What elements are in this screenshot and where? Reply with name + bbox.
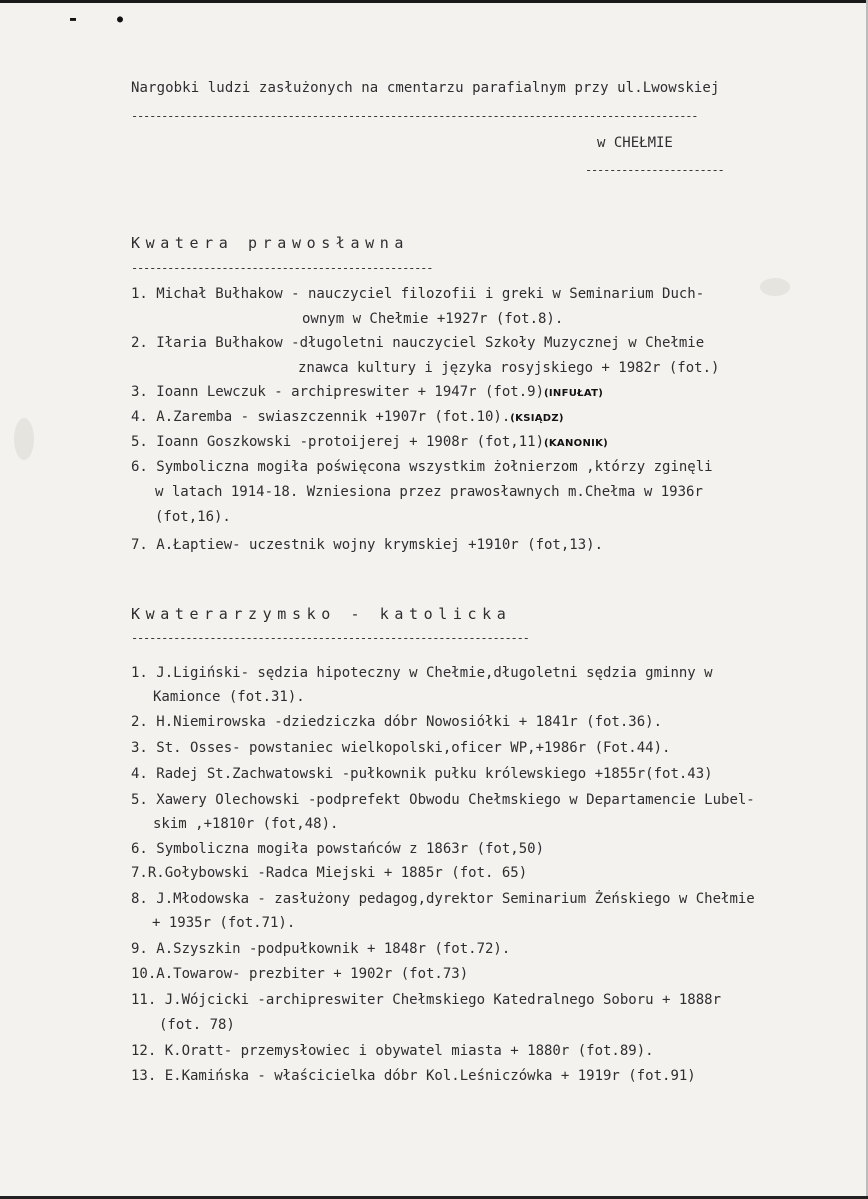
list-item [131,384,603,400]
list-item [131,409,564,425]
punch-mark: ● [117,14,124,25]
list-item-continuation: ownym w Chełmie +1927r (fot.8). [302,311,564,327]
list-item-text: 3. Ioann Lewczuk - archipreswiter + 1947r (fot.9) [131,384,545,400]
list-item [131,434,608,450]
paper-stain [760,278,790,296]
punch-mark: ▬ [70,14,77,25]
paper-stain [14,418,34,460]
list-item-text: 5. Ioann Goszkowski -protoijerej + 1908r (fot,11) [131,434,545,450]
list-item: 7. A.Łaptiew- uczestnik wojny krymskiej +1910r (fot,13). [131,537,604,553]
list-item-continuation: (fot. 78) [159,1017,235,1033]
list-item: 12. K.Oratt- przemysłowiec i obywatel miasta + 1880r (fot.89). [131,1043,654,1059]
list-item-continuation: skim ,+1810r (fot,48). [153,816,339,832]
list-item: 11. J.Wójcicki -archipreswiter Chełmskiego Katedralnego Soboru + 1888r [131,992,722,1008]
list-item: 1. J.Ligiński- sędzia hipoteczny w Chełmie,długoletni sędzia gminny w [131,665,713,681]
page-edge-top [0,0,868,3]
document-city: w CHEŁMIE [597,135,673,151]
handwritten-annotation: (INFUŁAT) [544,388,604,399]
section-heading: Kwaterarzymsko - katolicka [131,605,512,623]
list-item-text: 4. A.Zaremba - swiaszczennik +1907r (fot.10). [131,409,511,425]
city-underline: ----------------------- [585,163,724,177]
list-item-continuation: + 1935r (fot.71). [152,915,296,931]
document-title: Nargobki ludzi zasłużonych na cmentarzu parafialnym przy ul.Lwowskiej [131,80,720,96]
list-item: 9. A.Szyszkin -podpułkownik + 1848r (fot.72). [131,941,511,957]
handwritten-annotation: (KSIĄDZ) [510,413,564,424]
list-item-continuation: (fot,16). [155,509,231,525]
list-item: 10.A.Towarow- prezbiter + 1902r (fot.73) [131,966,469,982]
list-item: 2. H.Niemirowska -dziedziczka dóbr Nowosiółki + 1841r (fot.36). [131,714,663,730]
list-item-continuation: w latach 1914-18. Wzniesiona przez prawosławnych m.Chełma w 1936r [155,484,703,500]
list-item: 13. E.Kamińska - właścicielka dóbr Kol.Leśniczówka + 1919r (fot.91) [131,1068,696,1084]
list-item: 6. Symboliczna mogiła poświęcona wszystkim żołnierzom ,którzy zginęli [131,459,713,475]
list-item-continuation: znawca kultury i języka rosyjskiego + 1982r (fot.) [298,360,720,376]
list-item: 8. J.Młodowska - zasłużony pedagog,dyrektor Seminarium Żeńskiego w Chełmie [131,891,755,907]
list-item: 6. Symboliczna mogiła powstańców z 1863r (fot,50) [131,841,545,857]
section-heading: Kwatera prawosławna [131,234,409,252]
list-item: 4. Radej St.Zachwatowski -pułkownik pułku królewskiego +1855r(fot.43) [131,766,713,782]
section-underline: -------------------------------------------------- [131,261,433,275]
title-underline: ---------------------------------------------------------------------------------------------- [131,109,698,123]
list-item: 7.R.Gołybowski -Radca Miejski + 1885r (fot. 65) [131,865,528,881]
handwritten-annotation: (KANONIK) [544,438,609,449]
list-item: 2. Iłaria Bułhakow -długoletni nauczyciel Szkoły Muzycznej w Chełmie [131,335,705,351]
list-item: 5. Xawery Olechowski -podprefekt Obwodu Chełmskiego w Departamencie Lubel- [131,792,755,808]
list-item-continuation: Kamionce (fot.31). [153,689,305,705]
list-item: 3. St. Osses- powstaniec wielkopolski,oficer WP,+1986r (Fot.44). [131,740,671,756]
list-item: 1. Michał Bułhakow - nauczyciel filozofii i greki w Seminarium Duch- [131,286,705,302]
section-underline: ------------------------------------------------------------------ [131,631,529,645]
